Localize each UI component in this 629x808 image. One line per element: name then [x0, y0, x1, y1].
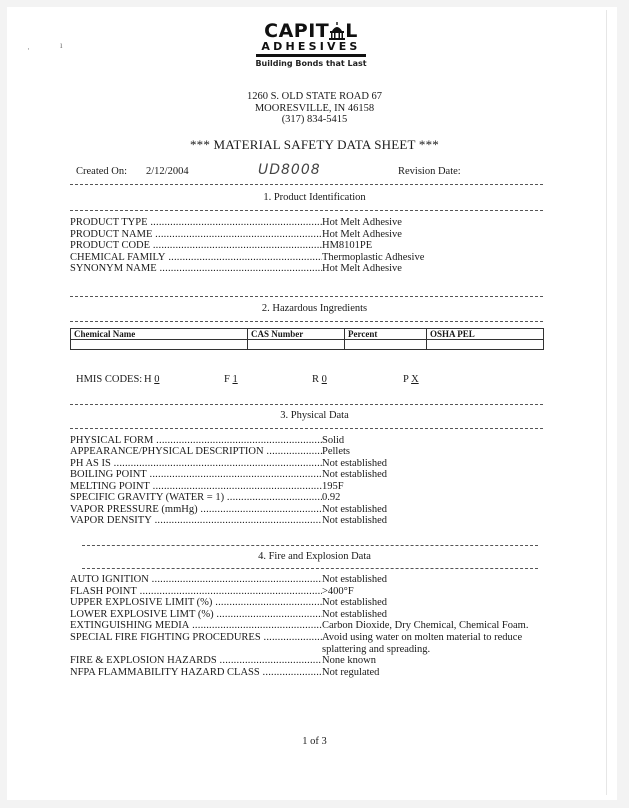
logo-tagline: Building Bonds that Last — [255, 59, 367, 68]
field-value: Solid — [322, 435, 345, 446]
field-label: PRODUCT TYPE ..... — [70, 217, 322, 229]
field-value: Not established — [322, 458, 388, 469]
section-title-product-identification: 1. Product Identification — [263, 192, 366, 203]
cell-chemical-name — [71, 340, 248, 350]
revision-date-label: Revision Date: — [398, 166, 461, 177]
cell-osha-pel — [427, 340, 544, 350]
field-label: FIRE & EXPLOSION HAZARDS ..... — [70, 655, 322, 667]
page-indicator: 1 of 3 — [302, 736, 327, 747]
created-on-label: Created On: — [76, 166, 128, 177]
column-header-chemical-name: Chemical Name — [71, 329, 248, 340]
divider — [70, 210, 543, 211]
created-on-value: 2/12/2004 — [146, 166, 189, 177]
divider — [82, 568, 538, 569]
field-value: Avoid using water on molten material to reduce splattering and spreading. — [322, 632, 523, 655]
field-label: AUTO IGNITION ..... — [70, 574, 322, 586]
divider — [82, 545, 538, 546]
field-value: 195F — [322, 481, 344, 492]
hazardous-ingredients-table — [70, 328, 544, 350]
document-title: *** MATERIAL SAFETY DATA SHEET *** — [189, 137, 440, 152]
section-title-hazardous-ingredients: 2. Hazardous Ingredients — [261, 303, 368, 314]
field-label: EXTINGUISHING MEDIA ..... — [70, 620, 322, 632]
field-label: MELTING POINT ..... — [70, 481, 322, 493]
hmis-p: P X — [403, 374, 419, 385]
field-value: Carbon Dioxide, Dry Chemical, Chemical Foam. — [322, 620, 529, 631]
column-header-cas-number: CAS Number — [248, 329, 345, 340]
field-label: FLASH POINT ..... — [70, 586, 322, 598]
hmis-label: HMIS CODES: — [76, 374, 143, 385]
field-label: PHYSICAL FORM ..... — [70, 435, 322, 447]
column-header-percent: Percent — [345, 329, 427, 340]
table-header-row — [71, 329, 544, 340]
hmis-f: F 1 — [224, 374, 238, 385]
section-title-physical-data: 3. Physical Data — [280, 410, 349, 421]
field-value: Hot Melt Adhesive — [322, 229, 402, 240]
field-value: Hot Melt Adhesive — [322, 263, 402, 274]
field-value: HM8101PE — [322, 240, 373, 251]
logo-rule — [256, 54, 366, 57]
field-label: UPPER EXPLOSIVE LIMIT (%) ..... — [70, 597, 322, 609]
handwritten-code: UD8008 — [258, 162, 321, 178]
divider — [70, 296, 543, 297]
field-row — [70, 667, 550, 682]
logo-wordmark: CAPIT L — [264, 20, 358, 42]
field-value: >400°F — [322, 586, 354, 597]
field-value: Not established — [322, 469, 388, 480]
field-label: PRODUCT CODE ..... — [70, 240, 322, 252]
field-label: VAPOR DENSITY ..... — [70, 515, 322, 527]
field-label: PRODUCT NAME ..... — [70, 229, 322, 241]
field-label: LOWER EXPLOSIVE LIMT (%) ..... — [70, 609, 322, 621]
field-label: SYNONYM NAME ..... — [70, 263, 322, 275]
field-label: NFPA FLAMMABILITY HAZARD CLASS ..... — [70, 667, 322, 679]
field-value: Not established — [322, 515, 388, 526]
hmis-r: R 0 — [312, 374, 327, 385]
company-phone: (317) 834-5415 — [281, 114, 348, 125]
field-row — [70, 632, 550, 655]
field-value: Not established — [322, 574, 388, 585]
field-value: None known — [322, 655, 376, 666]
logo-adhesives: ADHESIVES — [261, 40, 361, 53]
field-value: 0.92 — [322, 492, 341, 503]
field-value: Hot Melt Adhesive — [322, 217, 402, 228]
scan-speck: · — [27, 44, 30, 54]
field-value: Not established — [322, 609, 388, 620]
page-edge-shadow — [606, 10, 607, 795]
field-label: VAPOR PRESSURE (mmHg) ..... — [70, 504, 322, 516]
field-label: CHEMICAL FAMILY ..... — [70, 252, 322, 264]
field-value: Not established — [322, 597, 388, 608]
capitol-dome-icon — [329, 22, 345, 37]
field-label: APPEARANCE/PHYSICAL DESCRIPTION ..... — [70, 446, 322, 458]
divider — [70, 321, 543, 322]
section-title-fire-explosion: 4. Fire and Explosion Data — [258, 551, 371, 562]
field-value: Thermoplastic Adhesive — [322, 252, 425, 263]
divider — [70, 428, 543, 429]
scan-speck: ı — [60, 40, 63, 50]
company-logo — [252, 22, 370, 69]
field-value: Pellets — [322, 446, 350, 457]
divider — [70, 404, 543, 405]
field-value: Not established — [322, 504, 388, 515]
field-label: SPECIAL FIRE FIGHTING PROCEDURES ..... — [70, 632, 322, 644]
cell-cas-number — [248, 340, 345, 350]
field-value: Not regulated — [322, 667, 380, 678]
field-label: SPECIFIC GRAVITY (WATER = 1) ..... — [70, 492, 322, 504]
table-row — [71, 340, 544, 350]
address-line-2: MOORESVILLE, IN 46158 — [254, 102, 375, 114]
company-address — [0, 91, 629, 126]
field-row — [70, 515, 550, 530]
field-row — [70, 263, 550, 278]
field-label: BOILING POINT ..... — [70, 469, 322, 481]
field-label: PH AS IS ..... — [70, 458, 322, 470]
cell-percent — [345, 340, 427, 350]
column-header-osha-pel: OSHA PEL — [427, 329, 544, 340]
hmis-h: H 0 — [144, 374, 160, 385]
divider — [70, 184, 543, 185]
address-line-1: 1260 S. OLD STATE ROAD 67 — [246, 91, 383, 102]
